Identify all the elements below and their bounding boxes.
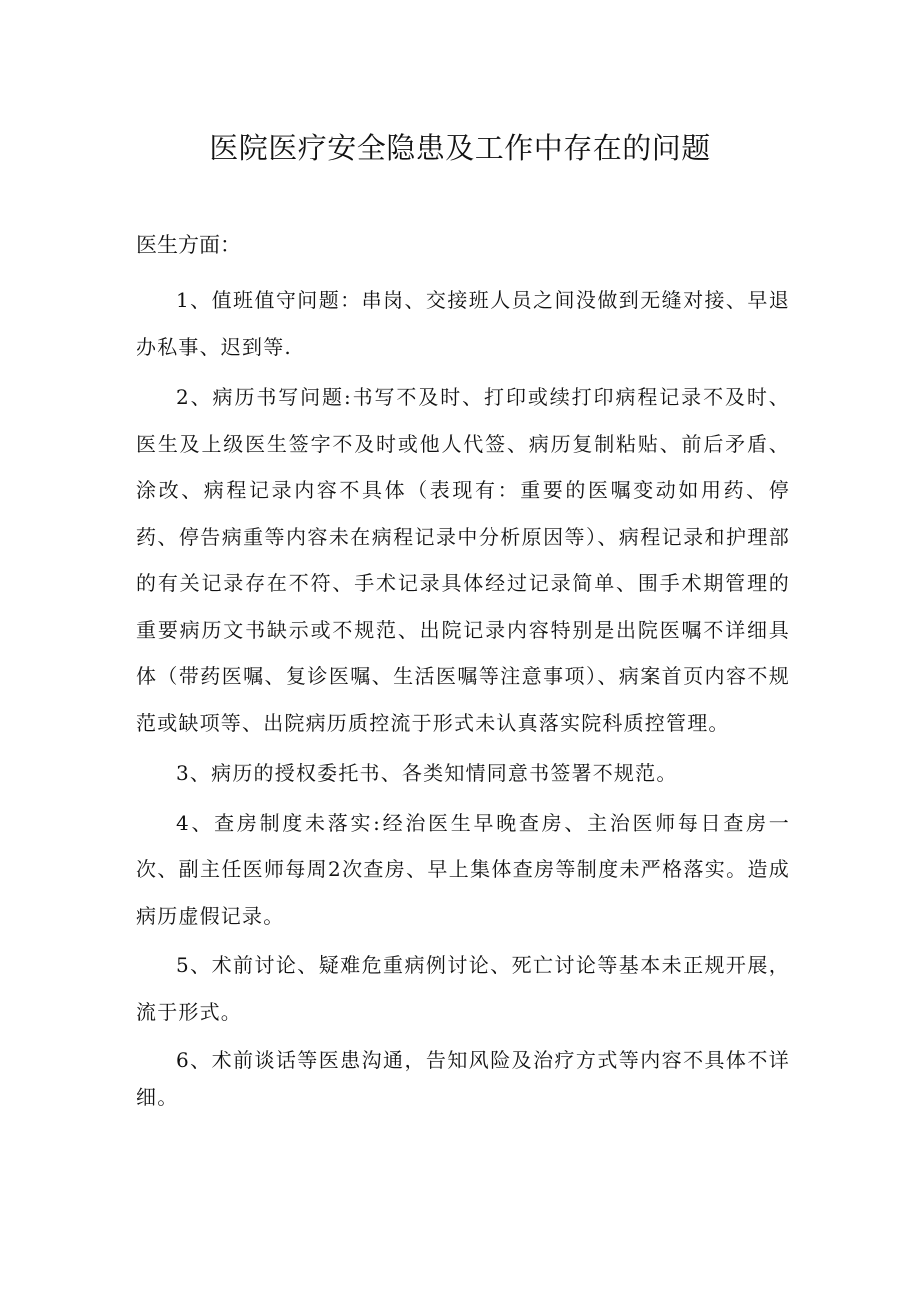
paragraph-item-4: 4、查房制度未落实:经治医生早晚查房、主治医师每日查房一次、副主任医师每周2次查房、早上集体查房等制度未严格落实。造成病历虚假记录。 (136, 810, 790, 928)
paragraph-item-2: 2、病历书写问题:书写不及时、打印或续打印病程记录不及时、医生及上级医生签字不及时或他人代签、病历复制粘贴、前后矛盾、涂改、病程记录内容不具体（表现有：重要的医嘱变动如用药、停药、停告病重等内容未在病程记录中分析原因等）、病程记录和护理部的有关记录存在不符、手术记录具体经过记录简单、围手术期管理的重要病历文书缺示或不规范、出院记录内容特别是出院医嘱不详细具体（带药医嘱、复诊医嘱、生活医嘱等注意事项）、病案首页内容不规范或缺项等、出院病历质控流于形式未认真落实院科质控管理。 (136, 385, 790, 735)
section-heading-doctors: 医生方面： (136, 233, 241, 257)
paragraph-item-1: 1、值班值守问题：串岗、交接班人员之间没做到无缝对接、早退办私事、迟到等. (136, 288, 790, 359)
paragraph-item-3: 3、病历的授权委托书、各类知情同意书签署不规范。 (176, 761, 678, 785)
document-title: 医院医疗安全隐患及工作中存在的问题 (209, 131, 711, 165)
document-body (136, 277, 790, 1116)
paragraph-item-6: 6、术前谈话等医患沟通，告知风险及治疗方式等内容不具体不详细。 (136, 1048, 790, 1109)
paragraph-item-5: 5、术前讨论、疑难危重病例讨论、死亡讨论等基本未正规开展，流于形式。 (136, 953, 790, 1024)
